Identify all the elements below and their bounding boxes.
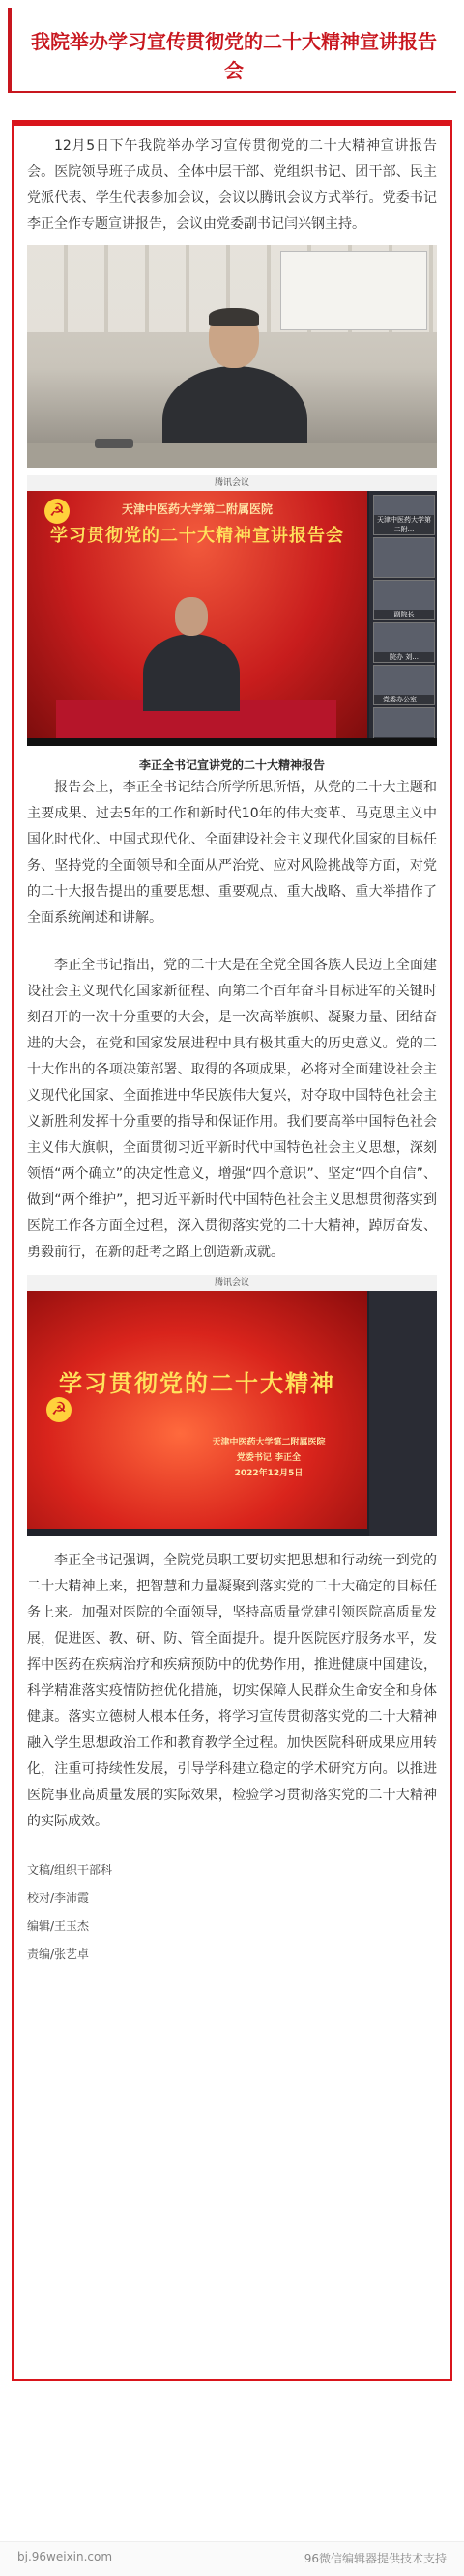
slogan: 学习贯彻党的二十大精神 (59, 1370, 335, 1397)
photo-caption: 李正全书记宣讲党的二十大精神报告 (138, 758, 325, 772)
meeting-screenshot-2 (27, 1275, 437, 1536)
party-emblem-icon: ☭ (44, 499, 70, 524)
meeting-screenshot-1 (27, 475, 437, 746)
speaker-line: 党委书记 李正全 (236, 1453, 302, 1463)
title-bar (8, 8, 456, 93)
participant-tile[interactable]: 院办 刘... (373, 622, 435, 663)
participant-list (369, 491, 437, 746)
footer (0, 2541, 464, 2576)
credit-line: 责编/张艺卓 (27, 1947, 90, 1961)
main-video (27, 1291, 367, 1529)
window-title: 腾讯会议 (27, 475, 437, 491)
date-line: 2022年12月5日 (234, 1469, 304, 1478)
org-line: 天津中医药大学第二附属医院 (212, 1438, 326, 1447)
participant-list (369, 1291, 437, 1536)
paragraph-3: 李正全书记指出，党的二十大是在全党全国各族人民迈上全面建设社会主义现代化国家新征程、向第二个百年奋斗目标进军的关键时刻召开的一次十分重要的大会，是一次高举旗帜、凝聚力量、团结奋进的大会，在党和国家发展进程中具有极其重大的历史意义。党的二十大作出的各项决策部署、取得的各项成果，必将对全面建设社会主义现代化国家、全面推进中华民族伟大复兴，对夺取中国特色社会主义新胜利发挥十分重要的指导和保证作用。我们要高举中国特色社会主义伟大旗帜，全面贯彻习近平新时代中国特色社会主义思想，深刻领悟“两个确立”的决定性意义，增强“四个意识”、坚定“四个自信”、做到“两个维护”，把习近平新时代中国特色社会主义思想贯彻落实到医院工作各方面全过程，深入贯彻落实党的二十大精神，踔厉奋发、勇毅前行，在新的赶考之路上创造新成就。 (27, 958, 437, 1260)
participant-tile[interactable]: 副院长 (373, 580, 435, 620)
participant-tile[interactable]: 天津中医药大学第二附... (373, 495, 435, 535)
footer-link[interactable]: bj.96weixin.com (17, 2550, 113, 2563)
article-title: 我院举办学习宣传贯彻党的二十大精神宣讲报告会 (31, 30, 437, 82)
main-video (27, 491, 367, 738)
paragraph-2: 报告会上，李正全书记结合所学所思所悟，从党的二十大主题和主要成果、过去5年的工作和新时代10年的伟大变革、马克思主义中国化时代化、中国式现代化、全面建设社会主义现代化国家的目标任务、坚持党的全面领导和全面从严治党、应对风险挑战等方面，对党的二十大报告提出的重要思想、重要观点、重大战略、重大举措作了全面系统阐述和讲解。 (27, 780, 437, 926)
footer-credit: 96微信编辑器提供技术支持 (304, 2552, 447, 2565)
participant-tile[interactable] (373, 537, 435, 578)
paragraph-1: 12月5日下午我院举办学习宣传贯彻党的二十大精神宣讲报告会。医院领导班子成员、全体中层干部、党组织书记、团干部、民主党派代表、学生代表参加会议，会议以腾讯会议方式举行。党委书记李正全作专题宣讲报告，会议由党委副书记闫兴钢主持。 (27, 138, 437, 232)
party-emblem-icon: ☭ (46, 1397, 72, 1422)
credit-line: 编辑/王玉杰 (27, 1919, 90, 1932)
credit-line: 文稿/组织干部科 (27, 1863, 113, 1876)
credits (27, 1856, 437, 1968)
speaker-photo (27, 245, 437, 468)
credit-line: 校对/李沛霞 (27, 1891, 90, 1904)
paragraph-4: 李正全书记强调，全院党员职工要切实把思想和行动统一到党的二十大精神上来，把智慧和力量凝聚到落实党的二十大确定的目标任务上来。加强对医院的全面领导，坚持高质量党建引领医院高质量发展，促进医、教、研、防、管全面提升。提升医院医疗服务水平，发挥中医药在疾病治疗和疾病预防中的优势作用，推进健康中国建设，科学精准落实疫情防控优化措施，切实保障人民群众生命安全和身体健康。落实立德树人根本任务，将学习宣传贯彻落实党的二十大精神融入学生思想政治工作和教育教学全过程。加快医院科研成果应用转化，注重可持续性发展，引导学科建立稳定的学术研究方向。以推进医院事业高质量发展的实际效果，检验学习贯彻落实党的二十大精神的实际成效。 (27, 1553, 437, 1829)
org-line: 天津中医药大学第二附属医院 (121, 502, 273, 516)
slogan: 学习贯彻党的二十大精神宣讲报告会 (50, 526, 344, 546)
frame-top-accent (12, 120, 452, 126)
participant-tile[interactable]: 党委办公室 ... (373, 665, 435, 705)
article-content (27, 133, 437, 1968)
window-title: 腾讯会议 (27, 1275, 437, 1291)
